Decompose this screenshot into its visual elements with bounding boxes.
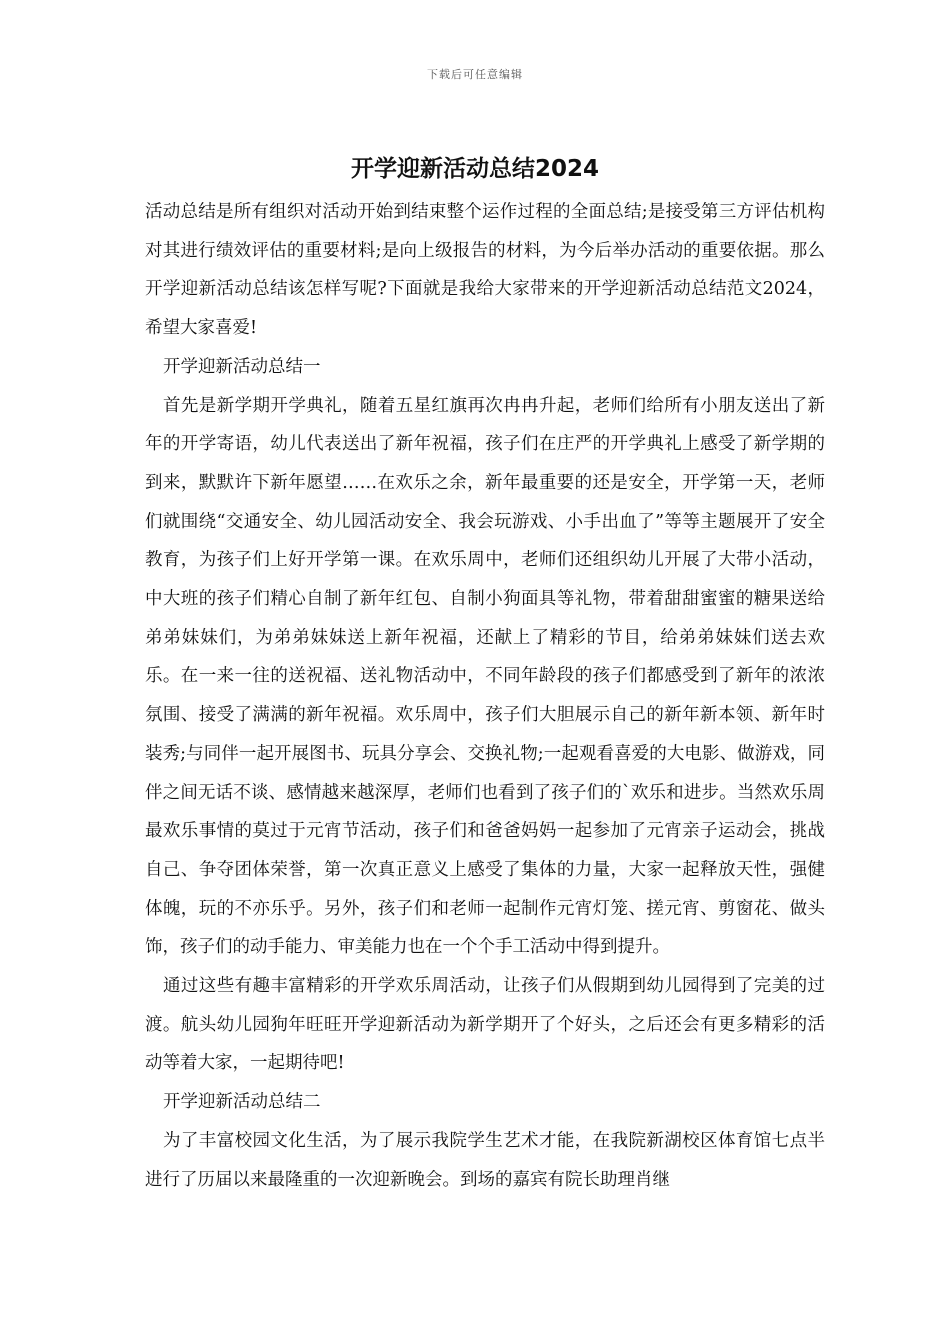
section-2-paragraph-1: 为了丰富校园文化生活，为了展示我院学生艺术才能，在我院新湖校区体育馆七点半进行了历届以来最隆重的一次迎新晚会。到场的嘉宾有院长助理肖继 — [145, 1130, 825, 1190]
section-1-paragraph-1: 首先是新学期开学典礼，随着五星红旗再次冉冉升起，老师们给所有小朋友送出了新年的开学寄语，幼儿代表送出了新年祝福，孩子们在庄严的开学典礼上感受了新学期的到来，默默许下新年愿望……在欢乐之余，新年最重要的还是安全，开学第一天，老师们就围绕“交通安全、幼儿园活动安全、我会玩游戏、小手出血了”等等主题展开了安全教育，为孩子们上好开学第一课。在欢乐周中，老师们还组织幼儿开展了大带小活动，中大班的孩子们精心自制了新年红包、自制小狗面具等礼物，带着甜甜蜜蜜的糖果送给弟弟妹妹们，为弟弟妹妹送上新年祝福，还献上了精彩的节目，给弟弟妹妹们送去欢乐。在一来一往的送祝福、送礼物活动中，不同年龄段的孩子们都感受到了新年的浓浓氛围、接受了满满的新年祝福。欢乐周中，孩子们大胆展示自己的新年新本领、新年时装秀;与同伴一起开展图书、玩具分享会、交换礼物;一起观看喜爱的大电影、做游戏，同伴之间无话不谈、感情越来越深厚，老师们也看到了孩子们的`欢乐和进步。当然欢乐周最欢乐事情的莫过于元宵节活动，孩子们和爸爸妈妈一起参加了元宵亲子运动会，挑战自己、争夺团体荣誉，第一次真正意义上感受了集体的力量，大家一起释放天性，强健体魄，玩的不亦乐乎。另外，孩子们和老师一起制作元宵灯笼、搓元宵、剪窗花、做头饰，孩子们的动手能力、审美能力也在一个个手工活动中得到提升。 — [145, 395, 825, 958]
section-heading-1: 开学迎新活动总结一 — [163, 356, 321, 377]
page-header: 下载后可任意编辑 — [427, 68, 523, 81]
document-body — [145, 193, 825, 1199]
intro-paragraph: 活动总结是所有组织对活动开始到结束整个运作过程的全面总结;是接受第三方评估机构对其进行绩效评估的重要材料;是向上级报告的材料，为今后举办活动的重要依据。那么开学迎新活动总结该怎样写呢?下面就是我给大家带来的开学迎新活动总结范文2024，希望大家喜爱! — [145, 202, 825, 339]
document-title: 开学迎新活动总结2024 — [350, 156, 599, 182]
section-1-paragraph-2: 通过这些有趣丰富精彩的开学欢乐周活动，让孩子们从假期到幼儿园得到了完美的过渡。航头幼儿园狗年旺旺开学迎新活动为新学期开了个好头，之后还会有更多精彩的活动等着大家，一起期待吧! — [145, 976, 825, 1074]
section-heading-2: 开学迎新活动总结二 — [163, 1092, 321, 1113]
